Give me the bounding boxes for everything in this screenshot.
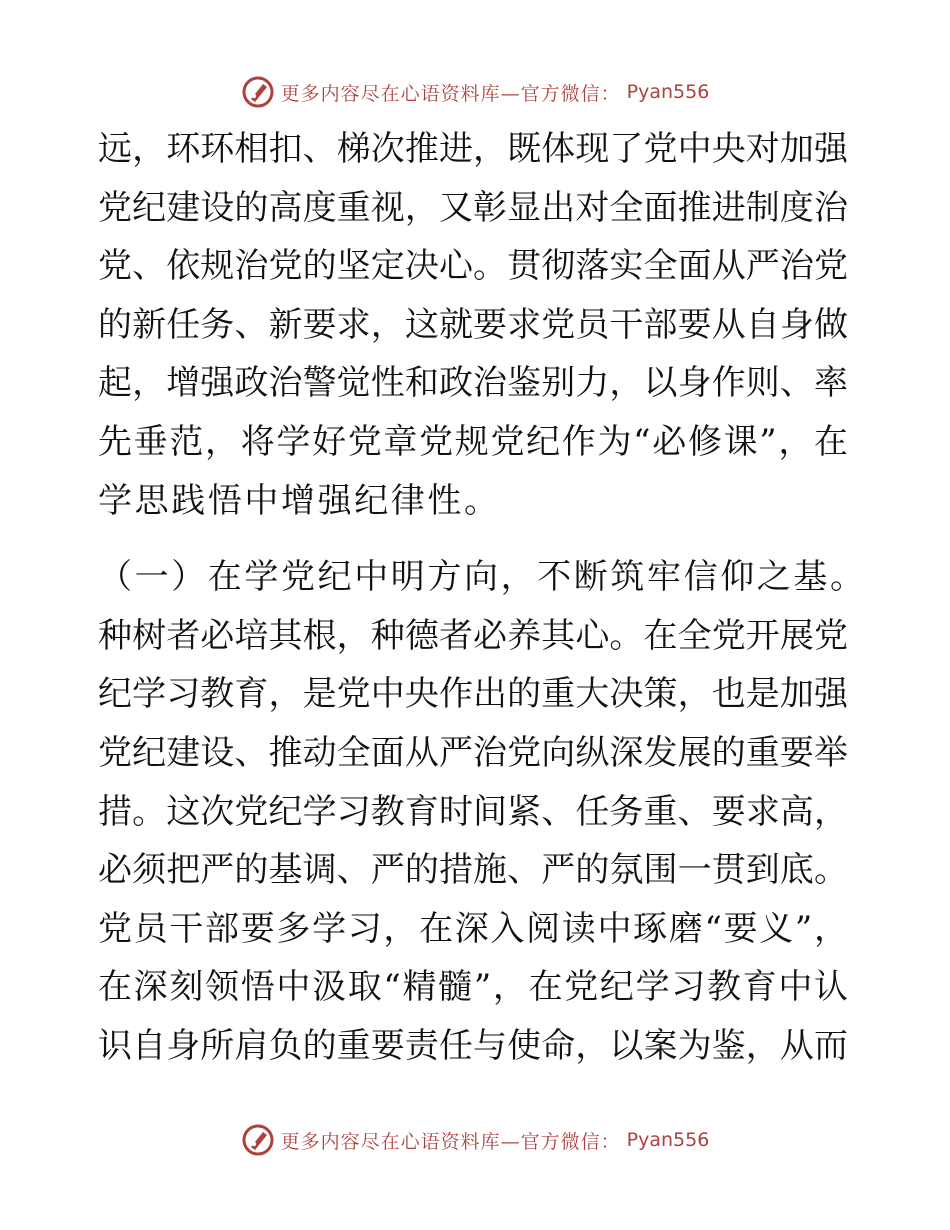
watermark-text: 更多内容尽在心语资料库—官方微信： bbox=[280, 1130, 621, 1153]
pen-circle-logo-icon bbox=[241, 1123, 275, 1157]
text-line: 识自身所肩负的重要责任与使命，以案为鉴，从而 bbox=[98, 1025, 848, 1066]
text-line: 必须把严的基调、严的措施、严的氛围一贯到底。 bbox=[98, 850, 848, 891]
section-one bbox=[98, 548, 867, 1075]
text-line: 起，增强政治警觉性和政治鉴别力，以身作则、率 bbox=[98, 363, 848, 404]
header-watermark bbox=[0, 72, 950, 112]
text-line: 远，环环相扣、梯次推进，既体现了党中央对加强 bbox=[98, 129, 848, 169]
text-line: 种树者必培其根，种德者必养其心。在全党开展党 bbox=[98, 615, 848, 656]
text-line: 的新任务、新要求，这就要求党员干部要从自身做 bbox=[98, 304, 848, 345]
watermark-wechat-id: Pyan556 bbox=[626, 81, 710, 103]
text-line: 党、依规治党的坚定决心。贯彻落实全面从严治党 bbox=[98, 246, 848, 287]
text-line: 党纪建设、推动全面从严治党向纵深发展的重要举 bbox=[98, 732, 848, 773]
footer-watermark bbox=[0, 1120, 950, 1160]
text-line: 纪学习教育，是党中央作出的重大决策，也是加强 bbox=[98, 674, 848, 715]
text-line: 学思践悟中增强纪律性。 bbox=[98, 480, 501, 521]
text-line: 措。这次党纪学习教育时间紧、任务重、要求高， bbox=[98, 791, 848, 832]
watermark-wechat-id: Pyan556 bbox=[626, 1129, 710, 1151]
text-line: 党纪建设的高度重视，又彰显出对全面推进制度治 bbox=[98, 187, 848, 228]
section-heading: （一）在学党纪中明方向，不断筑牢信仰之基。 bbox=[98, 557, 867, 598]
text-line: 先垂范，将学好党章党规党纪作为“必修课”，在 bbox=[98, 421, 848, 462]
document-body bbox=[98, 120, 867, 1076]
watermark-text: 更多内容尽在心语资料库—官方微信： bbox=[280, 82, 621, 105]
text-line: 在深刻领悟中汲取“精髓”，在党纪学习教育中认 bbox=[98, 967, 848, 1008]
pen-circle-logo-icon bbox=[241, 75, 275, 109]
text-line: 党员干部要多学习，在深入阅读中琢磨“要义”， bbox=[98, 908, 848, 949]
paragraph-continued bbox=[98, 120, 848, 530]
